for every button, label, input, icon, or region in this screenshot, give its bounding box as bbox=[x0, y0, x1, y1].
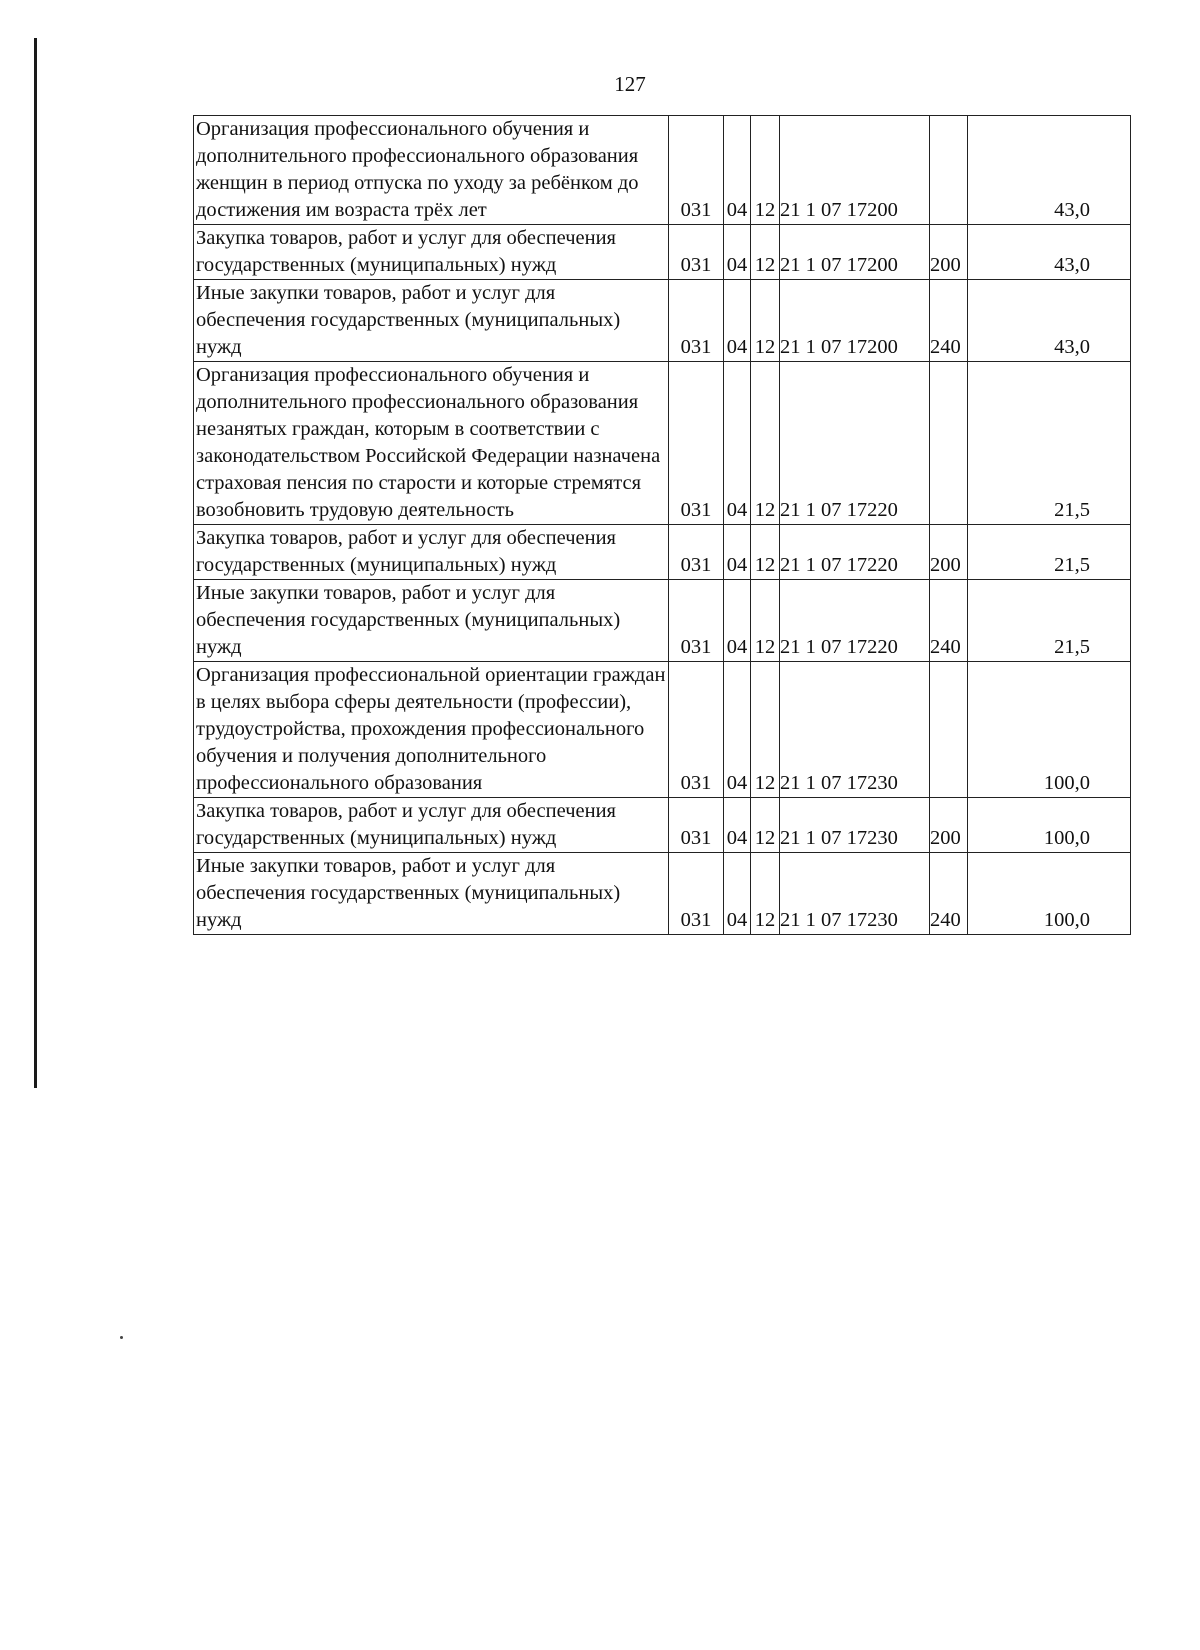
target-article-code: 21 1 07 17230 bbox=[780, 853, 930, 935]
subsection-code: 12 bbox=[751, 525, 780, 580]
subsection-code: 12 bbox=[751, 853, 780, 935]
amount-value: 21,5 bbox=[968, 362, 1131, 525]
table-row bbox=[194, 280, 1131, 362]
row-name: Иные закупки товаров, работ и услуг для обеспечения государственных (муниципальных) нужд bbox=[194, 580, 669, 662]
expense-type-code: 200 bbox=[930, 225, 968, 280]
budget-table-body bbox=[194, 116, 1131, 935]
org-code: 031 bbox=[669, 225, 724, 280]
expense-type-code bbox=[930, 662, 968, 798]
org-code: 031 bbox=[669, 580, 724, 662]
scan-speck bbox=[120, 1336, 123, 1339]
target-article-code: 21 1 07 17200 bbox=[780, 225, 930, 280]
section-code: 04 bbox=[724, 362, 751, 525]
section-code: 04 bbox=[724, 580, 751, 662]
amount-value: 100,0 bbox=[968, 853, 1131, 935]
expense-type-code: 240 bbox=[930, 580, 968, 662]
target-article-code: 21 1 07 17230 bbox=[780, 662, 930, 798]
table-row bbox=[194, 662, 1131, 798]
subsection-code: 12 bbox=[751, 798, 780, 853]
subsection-code: 12 bbox=[751, 280, 780, 362]
row-name: Иные закупки товаров, работ и услуг для обеспечения государственных (муниципальных) нужд bbox=[194, 280, 669, 362]
org-code: 031 bbox=[669, 662, 724, 798]
org-code: 031 bbox=[669, 362, 724, 525]
subsection-code: 12 bbox=[751, 662, 780, 798]
org-code: 031 bbox=[669, 525, 724, 580]
row-name: Закупка товаров, работ и услуг для обеспечения государственных (муниципальных) нужд bbox=[194, 525, 669, 580]
section-code: 04 bbox=[724, 798, 751, 853]
table-row bbox=[194, 225, 1131, 280]
page-number: 127 bbox=[614, 72, 646, 96]
subsection-code: 12 bbox=[751, 580, 780, 662]
subsection-code: 12 bbox=[751, 362, 780, 525]
expense-type-code bbox=[930, 116, 968, 225]
amount-value: 21,5 bbox=[968, 580, 1131, 662]
row-name: Организация профессиональной ориентации граждан в целях выбора сферы деятельности (профессии), трудоустройства, прохождения профессионального обучения и получения дополнительного профессионального образования bbox=[194, 662, 669, 798]
table-row bbox=[194, 853, 1131, 935]
target-article-code: 21 1 07 17220 bbox=[780, 362, 930, 525]
section-code: 04 bbox=[724, 280, 751, 362]
org-code: 031 bbox=[669, 853, 724, 935]
expense-type-code bbox=[930, 362, 968, 525]
table-row bbox=[194, 580, 1131, 662]
target-article-code: 21 1 07 17200 bbox=[780, 116, 930, 225]
table-row bbox=[194, 798, 1131, 853]
table-row bbox=[194, 116, 1131, 225]
section-code: 04 bbox=[724, 853, 751, 935]
amount-value: 100,0 bbox=[968, 662, 1131, 798]
expense-type-code: 240 bbox=[930, 280, 968, 362]
budget-table bbox=[193, 115, 1131, 935]
section-code: 04 bbox=[724, 116, 751, 225]
table-row bbox=[194, 525, 1131, 580]
amount-value: 43,0 bbox=[968, 280, 1131, 362]
row-name: Закупка товаров, работ и услуг для обеспечения государственных (муниципальных) нужд bbox=[194, 798, 669, 853]
expense-type-code: 200 bbox=[930, 798, 968, 853]
row-name: Иные закупки товаров, работ и услуг для обеспечения государственных (муниципальных) нужд bbox=[194, 853, 669, 935]
subsection-code: 12 bbox=[751, 116, 780, 225]
scan-edge-line bbox=[34, 38, 37, 1088]
subsection-code: 12 bbox=[751, 225, 780, 280]
section-code: 04 bbox=[724, 662, 751, 798]
row-name: Организация профессионального обучения и дополнительного профессионального образования незанятых граждан, которым в соответствии с законодательством Российской Федерации назначена страховая пенсия по старости и которые стремятся возобновить трудовую деятельность bbox=[194, 362, 669, 525]
target-article-code: 21 1 07 17230 bbox=[780, 798, 930, 853]
target-article-code: 21 1 07 17220 bbox=[780, 580, 930, 662]
amount-value: 43,0 bbox=[968, 116, 1131, 225]
section-code: 04 bbox=[724, 225, 751, 280]
target-article-code: 21 1 07 17220 bbox=[780, 525, 930, 580]
expense-type-code: 200 bbox=[930, 525, 968, 580]
amount-value: 100,0 bbox=[968, 798, 1131, 853]
org-code: 031 bbox=[669, 798, 724, 853]
org-code: 031 bbox=[669, 116, 724, 225]
row-name: Закупка товаров, работ и услуг для обеспечения государственных (муниципальных) нужд bbox=[194, 225, 669, 280]
table-row bbox=[194, 362, 1131, 525]
section-code: 04 bbox=[724, 525, 751, 580]
row-name: Организация профессионального обучения и дополнительного профессионального образования женщин в период отпуска по уходу за ребёнком до достижения им возраста трёх лет bbox=[194, 116, 669, 225]
expense-type-code: 240 bbox=[930, 853, 968, 935]
amount-value: 21,5 bbox=[968, 525, 1131, 580]
org-code: 031 bbox=[669, 280, 724, 362]
target-article-code: 21 1 07 17200 bbox=[780, 280, 930, 362]
amount-value: 43,0 bbox=[968, 225, 1131, 280]
